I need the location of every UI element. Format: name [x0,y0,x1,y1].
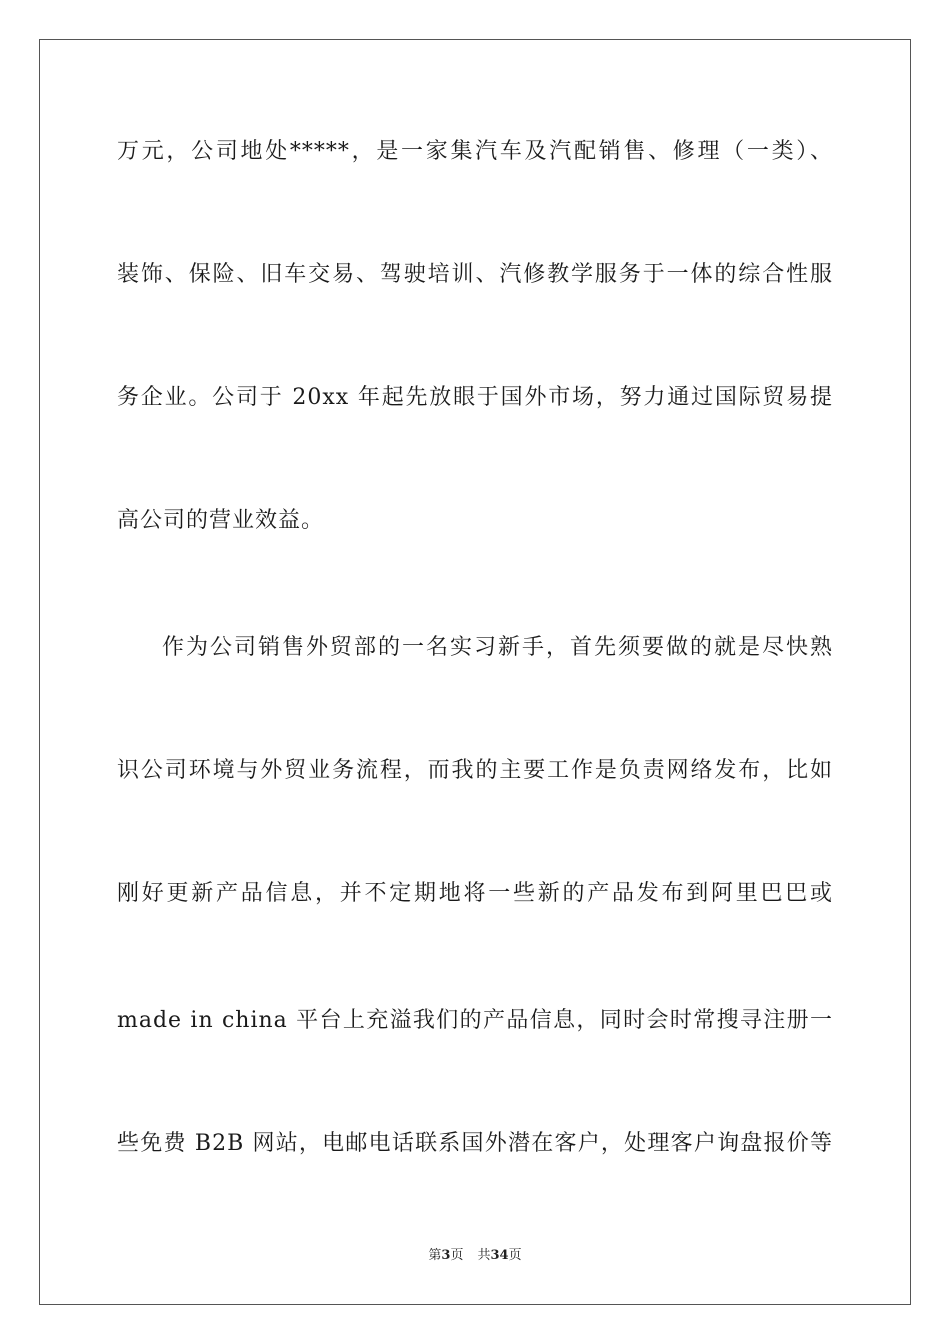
body-line-7: 刚好更新产品信息，并不定期地将一些新的产品发布到阿里巴巴或 [117,881,833,906]
body-line-3: 务企业。公司于 20xx 年起先放眼于国外市场，努力通过国际贸易提 [117,385,833,410]
body-line-2: 装饰、保险、旧车交易、驾驶培训、汽修教学服务于一体的综合性服 [117,262,833,287]
body-line-9: 些免费 B2B 网站，电邮电话联系国外潜在客户，处理客户询盘报价等 [117,1131,833,1156]
footer-total-pages: 34 [490,1248,509,1263]
page-footer [0,1247,950,1265]
footer-page-suffix: 页 [450,1248,464,1263]
body-line-4: 高公司的营业效益。 [117,508,325,533]
body-line-6: 识公司环境与外贸业务流程，而我的主要工作是负责网络发布，比如 [117,758,833,783]
body-line-5: 作为公司销售外贸部的一名实习新手，首先须要做的就是尽快熟 [162,635,833,660]
page-border [39,39,911,1305]
body-line-1: 万元，公司地处*****，是一家集汽车及汽配销售、修理（一类）、 [117,139,833,164]
footer-page-number: 3 [441,1248,451,1263]
footer-page-prefix: 第 [428,1248,442,1263]
body-line-8: made in china 平台上充溢我们的产品信息，同时会时常搜寻注册一 [117,1008,833,1033]
footer-total-prefix: 共 [477,1248,491,1263]
footer-total-suffix: 页 [508,1248,522,1263]
